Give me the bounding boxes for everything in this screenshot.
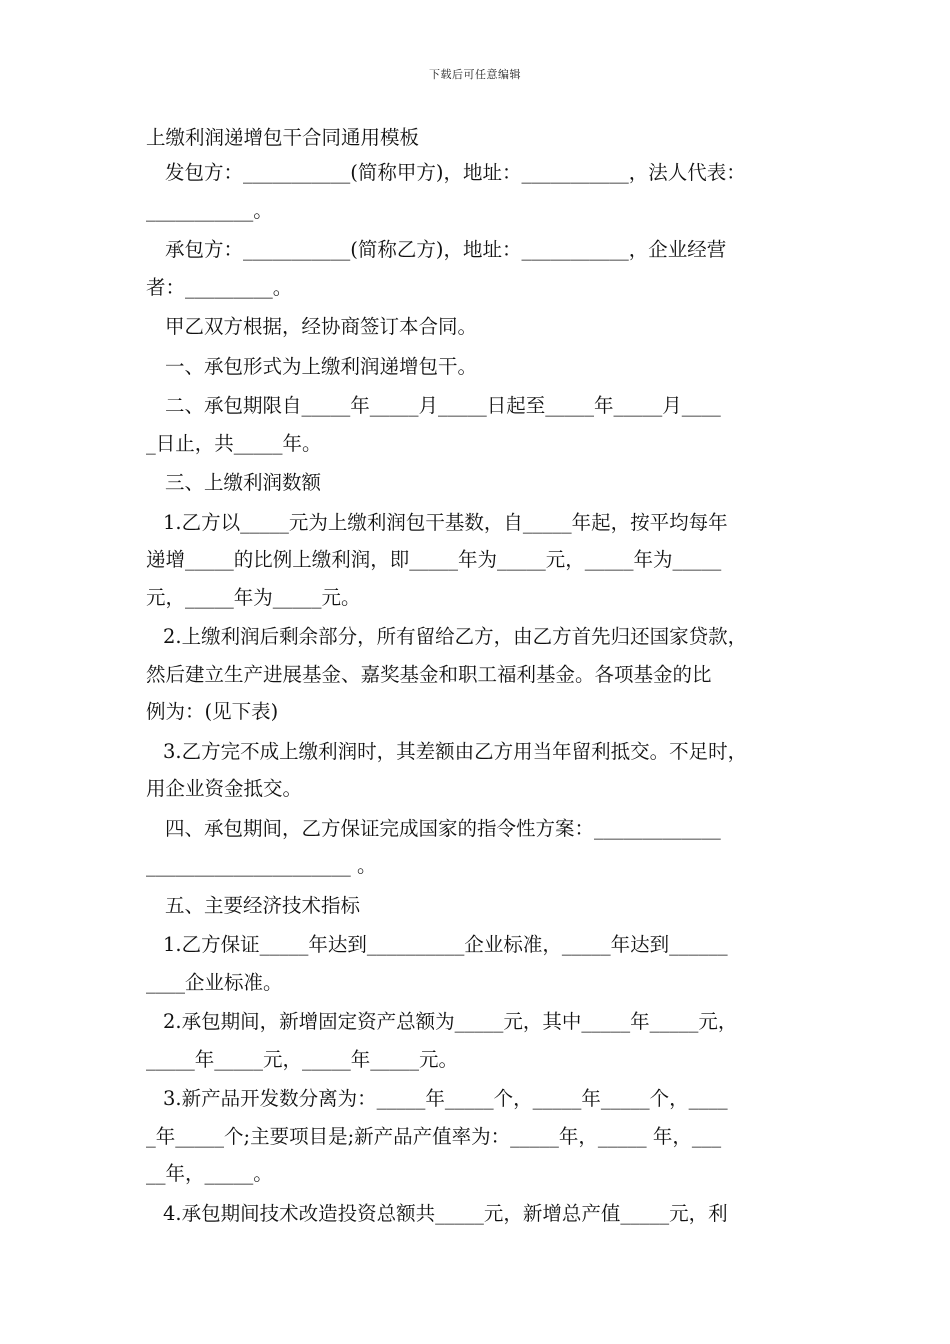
text-line: 承包方：___________(简称乙方)，地址：___________，企业经营 [165, 238, 727, 261]
text-line: 者：_________。 [146, 275, 293, 299]
text-line: 然后建立生产进展基金、嘉奖基金和职工福利基金。各项基金的比 [146, 662, 712, 686]
text-line: 用企业资金抵交。 [146, 777, 303, 800]
text-line: 2.上缴利润后剩余部分，所有留给乙方，由乙方首先归还国家贷款， [163, 625, 748, 648]
text-line: 发包方：___________(简称甲方)，地址：___________，法人代表： [165, 161, 746, 184]
text-line: 例为：(见下表) [146, 700, 279, 723]
document-body [146, 154, 810, 1234]
header-note: 下载后可任意编辑 [429, 68, 521, 81]
text-line: 三、上缴利润数额 [165, 471, 322, 494]
paragraph-agreement [146, 308, 810, 346]
text-line: _日止，共_____年。 [146, 431, 322, 455]
paragraph-section-5-item-3 [146, 1080, 810, 1193]
text-line: 4.承包期间技术改造投资总额共_____元，新增总产值_____元，利 [163, 1201, 728, 1225]
paragraph-section-5-item-1 [146, 926, 810, 1001]
text-line: 甲乙双方根据，经协商签订本合同。 [165, 315, 478, 338]
paragraph-section-1 [146, 348, 810, 386]
paragraph-section-4 [146, 810, 810, 885]
paragraph-section-5-item-4 [146, 1195, 810, 1233]
paragraph-section-3 [146, 464, 810, 502]
text-line: 元，_____年为_____元。 [146, 585, 361, 609]
document-title: 上缴利润递增包干合同通用模板 [146, 126, 420, 149]
text-line: 一、承包形式为上缴利润递增包干。 [165, 354, 478, 378]
paragraph-section-3-item-2 [146, 618, 810, 731]
text-line: ___________。 [146, 198, 273, 222]
text-line: 1.乙方保证_____年达到__________企业标准，_____年达到______ [163, 933, 728, 956]
text-line: _____________________ 。 [146, 854, 377, 877]
text-line: 3.新产品开发数分离为：_____年_____个，_____年_____个，____ [163, 1087, 728, 1110]
paragraph-section-5-item-2 [146, 1003, 810, 1078]
paragraph-section-3-item-1 [146, 504, 810, 617]
paragraph-contractor-receiver [146, 231, 810, 306]
text-line: ____企业标准。 [146, 970, 283, 994]
text-line: _____年_____元，_____年_____元。 [146, 1047, 459, 1071]
paragraph-section-5 [146, 887, 810, 925]
paragraph-contractor-issuer [146, 154, 810, 229]
text-line: 四、承包期间，乙方保证完成国家的指令性方案：_____________ [165, 816, 721, 840]
paragraph-section-3-item-3 [146, 733, 810, 808]
paragraph-section-2 [146, 387, 810, 462]
text-line: 五、主要经济技术指标 [165, 893, 361, 917]
text-line: __年，_____。 [146, 1162, 273, 1185]
text-line: 1.乙方以_____元为上缴利润包干基数，自_____年起，按平均每年 [163, 510, 728, 534]
text-line: 2.承包期间，新增固定资产总额为_____元，其中_____年_____元， [163, 1010, 738, 1033]
text-line: _年_____个;主要项目是;新产品产值率为：_____年，_____ 年，___ [146, 1124, 722, 1148]
text-line: 3.乙方完不成上缴利润时，其差额由乙方用当年留利抵交。不足时， [163, 739, 748, 763]
text-line: 递增_____的比例上缴利润，即_____年为_____元，_____年为_____ [146, 548, 722, 571]
text-line: 二、承包期限自_____年_____月_____日起至_____年_____月____ [165, 394, 721, 417]
